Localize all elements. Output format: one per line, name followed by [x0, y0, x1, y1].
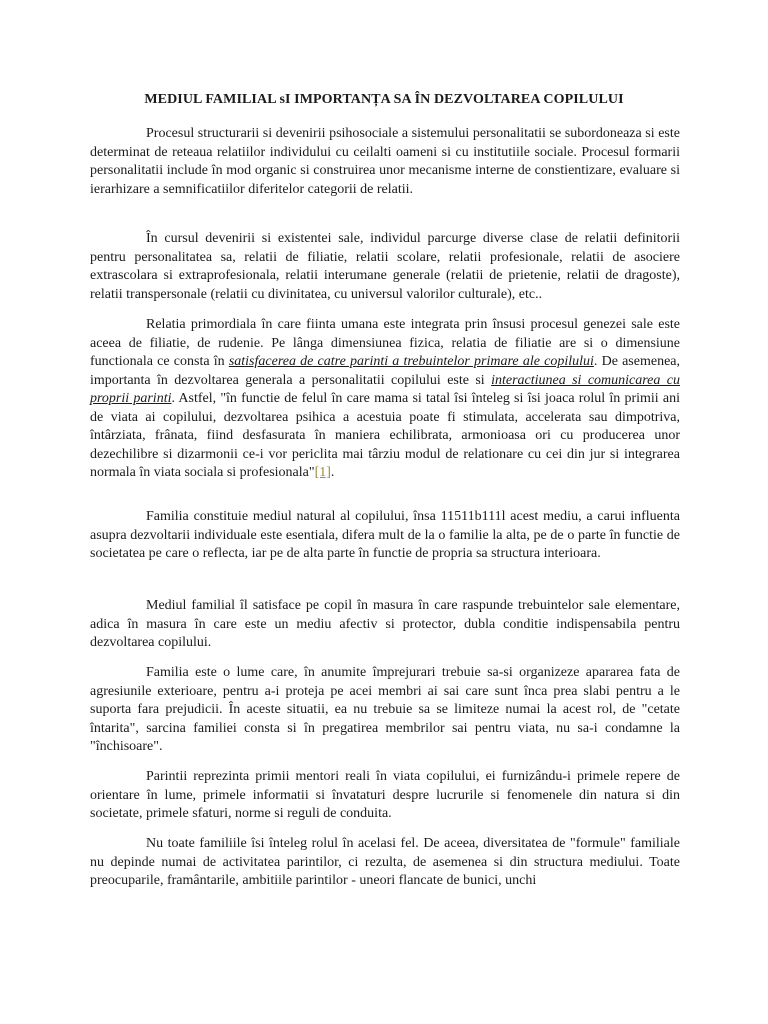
paragraph-5: Mediul familial îl satisface pe copil în masura în care raspunde trebuintelor sale elementare, adica în masura în care este un mediu afectiv si protector, dubla conditie indispensabila pentru dezvoltarea copilului.: [90, 598, 680, 650]
paragraph-3: [90, 316, 680, 483]
paragraph-6: Familia este o lume care, în anumite împrejurari trebuie sa-si organizeze apararea fata de agresiunile exterioare, pentru a-i proteja pe acei membri ai sai care sunt înca prea slabi pentru a le suporta fara prejudicii. În aceste situatii, ea nu trebuie sa se limiteze numai la acest rol, de "cetate întarita", sarcina familiei consta si în pregatirea membrilor sai pentru viata, nu sa-i condamne la "închisoare".: [90, 665, 680, 754]
paragraph-3-text-b: . De asemenea, importanta în dezvoltarea generala a personalitatii copilului este si: [90, 354, 681, 388]
paragraph-8: Nu toate familiile îsi înteleg rolul în acelasi fel. De aceea, diversitatea de "formule" familiale nu depinde numai de activitatea parintilor, ci rezulta, de asemenea si din structura mediului. Toate preocuparile, framântarile, ambitiile parintilor - uneori flancate de bunici, unchi: [90, 836, 680, 888]
footnote-link-1[interactable]: [1]: [314, 465, 331, 480]
link-interactiunea-comunicarea[interactable]: interactiunea si comunicarea cu proprii parinti: [90, 372, 680, 406]
paragraph-3-text-a: Relatia primordiala în care fiinta umana este integrata prin însusi procesul genezei sale este aceea de filiatie, de rudenie. Pe lânga dimensiunea fizica, relatia de filiatie are si o dimensiune functionala ce consta în: [90, 317, 680, 369]
paragraph-7: Parintii reprezinta primii mentori reali în viata copilului, ei furnizându-i primele repere de orientare în lume, primele informatii si învataturi despre lucrurile si fenomenele din natura si din societate, primele sfaturi, norme si reguli de conduita.: [90, 769, 680, 821]
paragraph-4: Familia constituie mediul natural al copilului, însa 11511b111l acest mediu, a carui influenta asupra dezvoltarii individuale este esentiala, difera mult de la o familie la alta, pe de o parte în functie de societatea pe care o reflecta, iar pe de alta parte în functie de propria sa structura interioara.: [90, 509, 680, 561]
link-satisfacerea-trebuintelor[interactable]: satisfacerea de catre parinti a trebuintelor primare ale copilului: [228, 354, 594, 369]
paragraph-2: În cursul devenirii si existentei sale, individul parcurge diverse clase de relatii definitorii pentru personalitatea sa, relatii de filiatie, relatii scolare, relatii profesionale, relatii de asociere extrascolara si extraprofesionala, relatii interumane generale (relatii de prietenie, relatii de dragoste), relatii transpersonale (relatii cu divinitatea, cu universul valorilor culturale), etc..: [90, 231, 680, 302]
paragraph-1: Procesul structurarii si devenirii psihosociale a sistemului personalitatii se subordoneaza si este determinat de reteaua relatiilor individului cu ceilalti oameni si cu institutiile sociale. Procesul formarii personalitatii include în mod organic si construirea unor mecanisme interne de constientizare, evaluare si ierarhizare a semnificatiilor diferitelor categorii de relatii.: [90, 126, 680, 197]
paragraph-3-text-d: .: [330, 465, 335, 480]
document-title: MEDIUL FAMILIAL sI IMPORTANȚA SA ÎN DEZVOLTAREA COPILULUI: [144, 92, 624, 107]
paragraph-3-text-c: . Astfel, "în functie de felul în care mama si tatal îsi înteleg si îsi joaca rolul în primii ani de viata ai copilului, dezvoltarea psihica a acestuia poate fi stimulata, accelerata sau dimpotriva, întârziata, frânata, fiind desfasurata în maniera echilibrata, armonioasa ori cu producerea unor dezechilibre si dizarmonii ce-i vor periclita mai târziu modul de relationare cu cei din jur si integrarea normala în viata sociala si profesionala": [90, 391, 680, 480]
